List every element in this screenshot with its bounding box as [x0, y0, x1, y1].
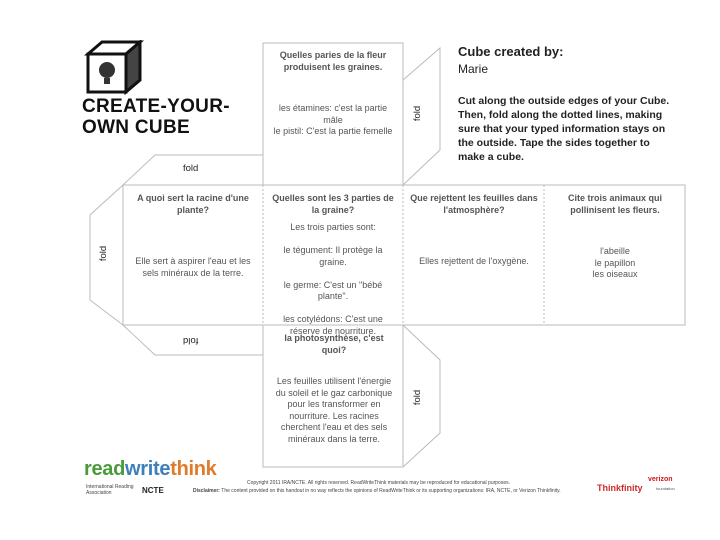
face-center-question: Quelles sont les 3 parties de la graine?: [272, 193, 394, 215]
verizon-logo: verizon: [648, 476, 673, 483]
ncte-logo: NCTE: [142, 486, 164, 495]
foundation-text: foundation: [656, 486, 675, 491]
face-right1-answer: Elles rejettent de l'oxygène.: [419, 256, 529, 266]
face-bottom-answer: Les feuilles utilisent l'énergie du soleil et le gaz carbonique pour les transformer en nourriture. Les racines cherchent l'eau et des sels minéraux dans la terre.: [275, 376, 393, 444]
face-top: [272, 50, 394, 180]
face-top-answer: les étamines: c'est la partie mâle le pistil: C'est la partie femelle: [273, 103, 393, 136]
ira-logo: [86, 484, 136, 496]
created-by-name: Marie: [458, 62, 489, 76]
readwritethink-logo: [84, 458, 217, 481]
disclaimer-label: Disclaimer:: [193, 488, 220, 494]
face-right2: [550, 193, 680, 321]
face-right2-question: Cite trois animaux qui pollinisent les fleurs.: [567, 193, 663, 215]
brand-think: think: [170, 458, 217, 480]
instructions: Cut along the outside edges of your Cube. Then, fold along the dotted lines, making sure that your typed information stays on the outside. Tape the sides together to make a cube.: [458, 95, 670, 163]
fold-label-top-left: fold: [183, 163, 199, 174]
face-top-question: Quelles paries de la fleur produisent les graines.: [279, 50, 387, 72]
fold-label-left: fold: [98, 245, 110, 262]
face-right1-question: Que rejettent les feuilles dans l'atmosphère?: [410, 193, 538, 215]
cube-lightbulb-icon: [82, 40, 152, 96]
face-right1: [410, 193, 538, 321]
page-title: CREATE-YOUR-OWN CUBE: [82, 96, 230, 138]
created-by-label: Cube created by:: [458, 44, 564, 59]
face-left-answer: Elle sert à aspirer l'eau et les sels minéraux de la terre.: [135, 256, 251, 278]
fold-label-top-right: fold: [412, 105, 424, 122]
brand-read: read: [84, 458, 126, 480]
fold-label-bottom-right: fold: [412, 389, 424, 406]
disclaimer: [193, 488, 593, 494]
face-bottom: [272, 333, 396, 463]
disclaimer-text: The content provided on this handout in no way reflects the opinions of ReadWriteThink or its supporting organizations: IRA, NCTE, or Verizon Thinkfinity.: [221, 488, 561, 494]
face-right2-answer: l'abeille le papillon les oiseaux: [592, 246, 638, 279]
ira-text: International Reading Association: [86, 484, 134, 496]
copyright-text: Copyright 2011 IRA/NCTE. All rights reserved. ReadWriteThink materials may be reproduced for educational purposes.: [247, 480, 510, 486]
face-center-answer: Les trois parties sont: le tégument: Il protège la graine. le germe: C'est un "bébé plante". les cotylédons: C'est une réserve de nourriture.: [283, 222, 383, 336]
face-left: [130, 193, 256, 321]
face-center: [270, 193, 396, 336]
brand-write: write: [125, 458, 171, 480]
face-left-question: A quoi sert la racine d'une plante?: [137, 193, 249, 215]
face-bottom-question: la photosynthèse, c'est quoi?: [284, 333, 384, 355]
thinkfinity-logo: Thinkfinity: [597, 483, 643, 493]
fold-label-bottom-left: fold: [183, 335, 199, 346]
